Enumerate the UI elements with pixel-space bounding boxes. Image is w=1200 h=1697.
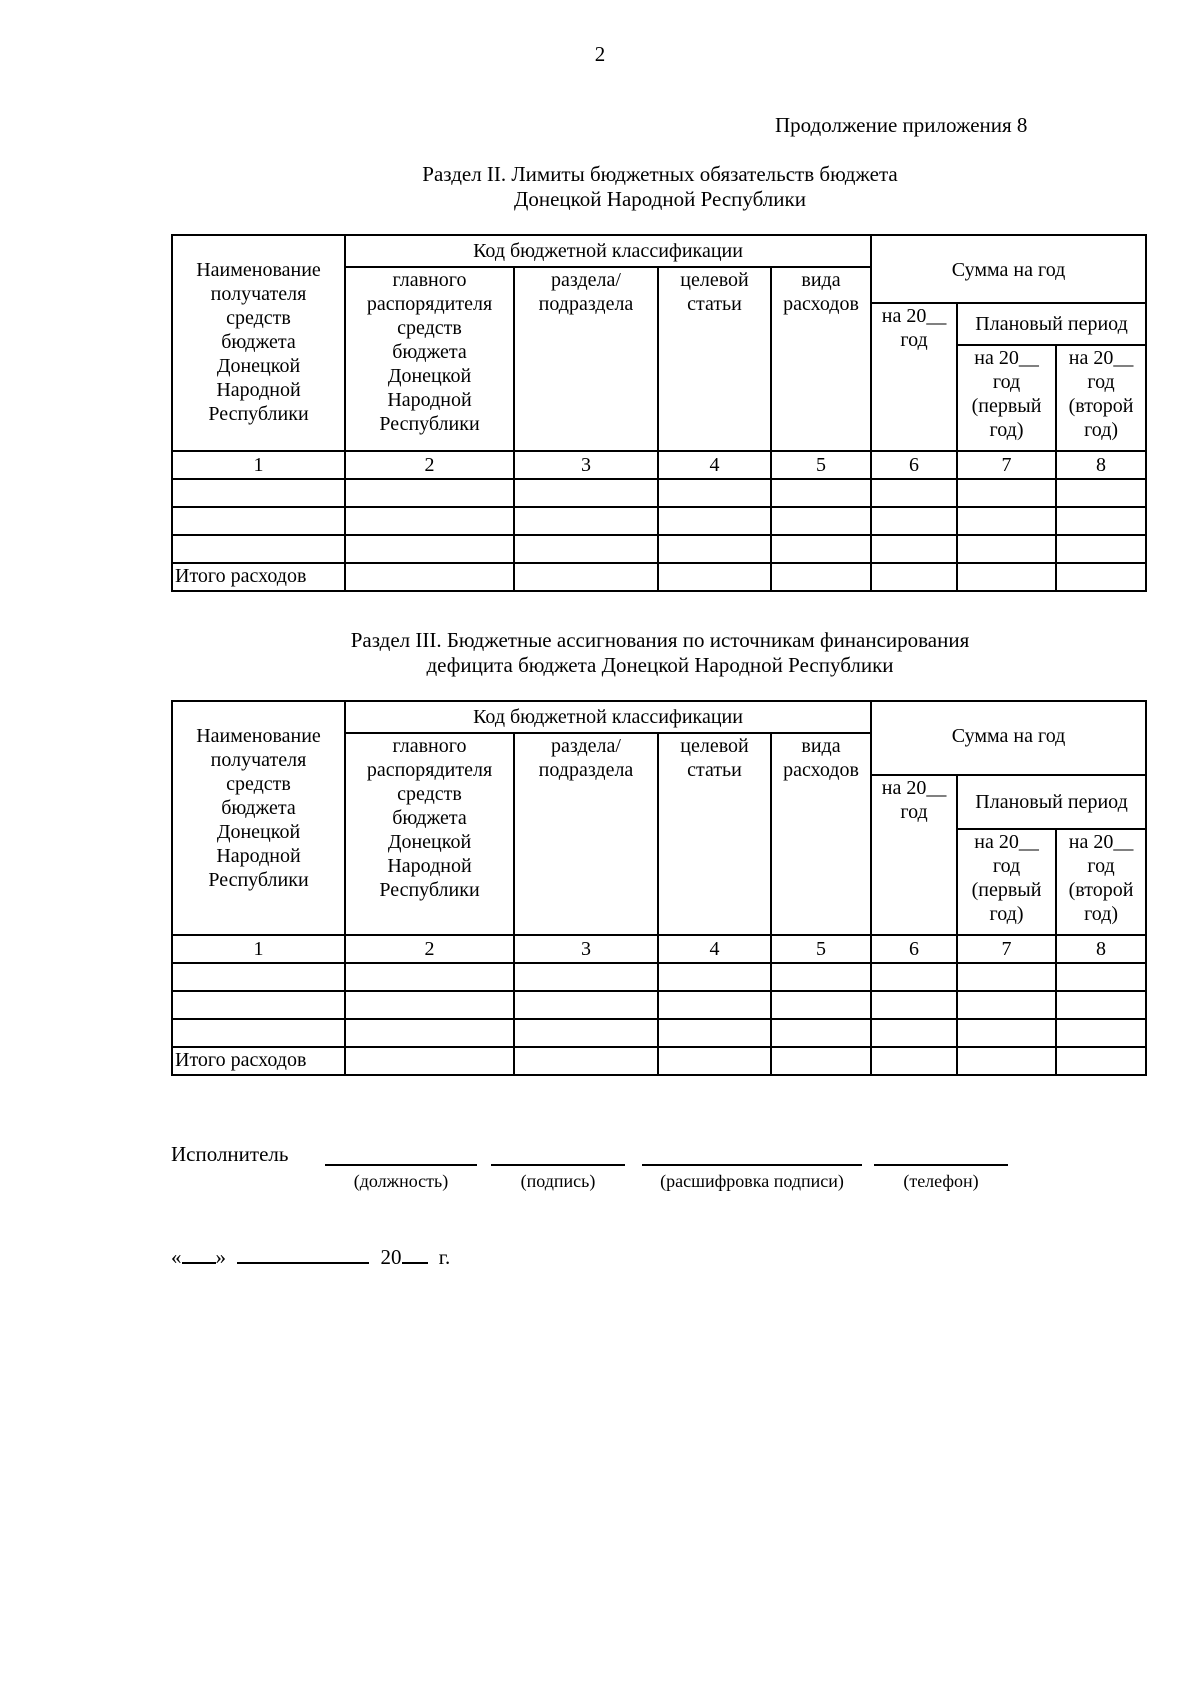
header-plan-first-year: на 20__ год (первый год): [957, 829, 1056, 935]
table-row: [172, 507, 1146, 535]
signature-line[interactable]: [491, 1164, 625, 1166]
column-number: 5: [771, 451, 871, 479]
column-number: 8: [1056, 451, 1146, 479]
header-section-subsection: раздела/ подраздела: [514, 267, 658, 451]
header-expense-type: вида расходов: [771, 267, 871, 451]
column-number: 5: [771, 935, 871, 963]
header-current-year: на 20__ год: [871, 775, 957, 935]
executor-label: Исполнитель: [171, 1142, 289, 1166]
header-sum-per-year: Сумма на год: [871, 235, 1146, 303]
section-2-title-line2: Донецкой Народной Республики: [514, 187, 806, 211]
phone-caption: (телефон): [903, 1171, 979, 1191]
appendix-continuation: Продолжение приложения 8: [775, 113, 1028, 137]
header-budget-classification-code: Код бюджетной классификации: [345, 701, 871, 733]
total-expenses-label: Итого расходов: [172, 563, 345, 591]
section-3-title-line1: Раздел III. Бюджетные ассигнования по источникам финансирования: [350, 628, 970, 652]
header-recipient-name: Наименование получателя средств бюджета Донецкой Народной Республики: [172, 701, 345, 935]
year-prefix: 20: [380, 1245, 402, 1269]
signature-decoding-line[interactable]: [642, 1164, 862, 1166]
header-main-administrator: главного распорядителя средств бюджета Донецкой Народной Республики: [345, 733, 514, 935]
date-open-quote: «: [171, 1245, 182, 1269]
column-number-row: [172, 451, 1146, 479]
signature-decoding-caption: (расшифровка подписи): [660, 1171, 844, 1191]
header-recipient-name: Наименование получателя средств бюджета Донецкой Народной Республики: [172, 235, 345, 451]
column-number: 7: [957, 451, 1056, 479]
header-target-article: целевой статьи: [658, 267, 771, 451]
header-sum-per-year: Сумма на год: [871, 701, 1146, 775]
column-number: 3: [514, 451, 658, 479]
header-plan-second-year: на 20__ год (второй год): [1056, 829, 1146, 935]
column-number-row: [172, 935, 1146, 963]
total-row: [172, 1047, 1146, 1075]
column-number: 6: [871, 451, 957, 479]
column-number: 7: [957, 935, 1056, 963]
section-2-table: [171, 234, 1147, 592]
total-row: [172, 563, 1146, 591]
header-plan-second-year: на 20__ год (второй год): [1056, 345, 1146, 451]
phone-line[interactable]: [874, 1164, 1008, 1166]
position-caption: (должность): [353, 1171, 449, 1191]
column-number: 1: [172, 935, 345, 963]
section-3-table: [171, 700, 1147, 1076]
header-main-administrator: главного распорядителя средств бюджета Донецкой Народной Республики: [345, 267, 514, 451]
section-2-title: [0, 162, 1200, 212]
column-number: 2: [345, 935, 514, 963]
header-expense-type: вида расходов: [771, 733, 871, 935]
table-row: [172, 1019, 1146, 1047]
header-plan-first-year: на 20__ год (первый год): [957, 345, 1056, 451]
column-number: 8: [1056, 935, 1146, 963]
column-number: 4: [658, 451, 771, 479]
header-planning-period: Плановый период: [957, 303, 1146, 345]
table-row: [172, 535, 1146, 563]
header-planning-period: Плановый период: [957, 775, 1146, 829]
column-number: 3: [514, 935, 658, 963]
year-blank[interactable]: [402, 1244, 428, 1264]
header-budget-classification-code: Код бюджетной классификации: [345, 235, 871, 267]
month-blank[interactable]: [237, 1244, 369, 1264]
section-3-title-line2: дефицита бюджета Донецкой Народной Республики: [426, 653, 894, 677]
section-3-title: [0, 628, 1200, 678]
header-current-year: на 20__ год: [871, 303, 957, 451]
column-number: 1: [172, 451, 345, 479]
date-line: [171, 1244, 450, 1270]
total-expenses-label: Итого расходов: [172, 1047, 345, 1075]
date-close-quote: »: [215, 1245, 226, 1269]
table-row: [172, 963, 1146, 991]
day-blank[interactable]: [182, 1244, 216, 1264]
section-2-title-line1: Раздел II. Лимиты бюджетных обязательств бюджета: [422, 162, 898, 186]
header-target-article: целевой статьи: [658, 733, 771, 935]
header-section-subsection: раздела/ подраздела: [514, 733, 658, 935]
column-number: 6: [871, 935, 957, 963]
column-number: 2: [345, 451, 514, 479]
signature-caption: (подпись): [520, 1171, 596, 1191]
table-row: [172, 479, 1146, 507]
year-suffix: г.: [438, 1245, 451, 1269]
position-line[interactable]: [325, 1164, 477, 1166]
column-number: 4: [658, 935, 771, 963]
page-number: 2: [594, 42, 606, 66]
table-row: [172, 991, 1146, 1019]
